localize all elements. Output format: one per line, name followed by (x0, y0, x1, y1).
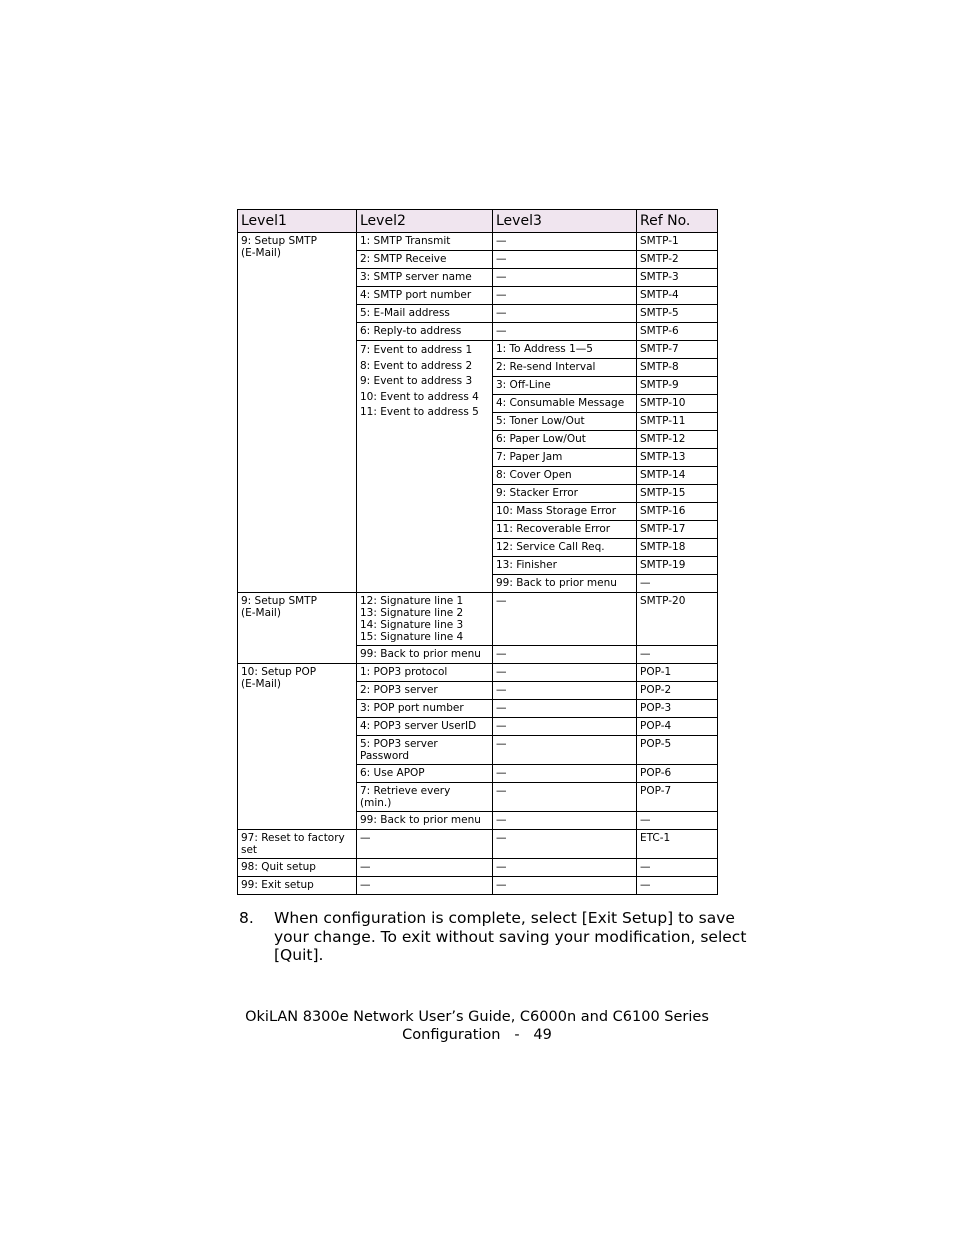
level3-cell: 12: Service Call Req. (493, 539, 637, 557)
ref-cell: — (637, 646, 718, 664)
level2-cell: 1: POP3 protocol (357, 664, 493, 682)
level3-cell: — (493, 664, 637, 682)
ref-cell: POP-1 (637, 664, 718, 682)
ref-cell: SMTP-15 (637, 485, 718, 503)
level2-cell: 7: Event to address 1 8: Event to address 2 9: Event to address 3 10: Event to address 4 11: Event to address 5 (357, 341, 493, 593)
level2-cell: 2: POP3 server (357, 682, 493, 700)
level3-cell: 9: Stacker Error (493, 485, 637, 503)
level3-cell: 5: Toner Low/Out (493, 413, 637, 431)
level2-cell: 12: Signature line 1 13: Signature line 2 14: Signature line 3 15: Signature line 4 (357, 593, 493, 646)
level2-cell: 6: Use APOP (357, 765, 493, 783)
level3-cell: — (493, 812, 637, 830)
level1-cell: 9: Setup SMTP (E-Mail) (238, 593, 357, 664)
level2-cell: 5: E-Mail address (357, 305, 493, 323)
ref-cell: POP-2 (637, 682, 718, 700)
ref-cell: — (637, 812, 718, 830)
level1-cell: 97: Reset to factory set (238, 830, 357, 859)
level2-cell: — (357, 830, 493, 859)
level3-cell: — (493, 718, 637, 736)
level3-cell: — (493, 859, 637, 877)
ref-cell: POP-4 (637, 718, 718, 736)
ref-cell: SMTP-18 (637, 539, 718, 557)
ref-cell: SMTP-10 (637, 395, 718, 413)
ref-cell: SMTP-3 (637, 269, 718, 287)
level3-cell: 4: Consumable Message (493, 395, 637, 413)
ref-cell: SMTP-9 (637, 377, 718, 395)
table-row (238, 593, 718, 646)
level3-cell: 6: Paper Low/Out (493, 431, 637, 449)
level3-cell: 7: Paper Jam (493, 449, 637, 467)
level3-cell: — (493, 593, 637, 646)
level3-cell: 3: Off-Line (493, 377, 637, 395)
ref-cell: SMTP-1 (637, 233, 718, 251)
ref-cell: SMTP-5 (637, 305, 718, 323)
level3-cell: — (493, 830, 637, 859)
level1-cell: 98: Quit setup (238, 859, 357, 877)
level3-cell: — (493, 765, 637, 783)
level3-cell: — (493, 287, 637, 305)
table-row (238, 233, 718, 251)
header-level1: Level1 (238, 210, 357, 233)
level3-cell: — (493, 783, 637, 812)
ref-cell: SMTP-17 (637, 521, 718, 539)
level2-cell: — (357, 859, 493, 877)
ref-cell: POP-5 (637, 736, 718, 765)
level2-cell: 3: POP port number (357, 700, 493, 718)
level3-cell: — (493, 736, 637, 765)
level3-cell: — (493, 700, 637, 718)
level2-cell: 4: POP3 server UserID (357, 718, 493, 736)
level3-cell: — (493, 269, 637, 287)
ref-cell: — (637, 877, 718, 895)
level3-cell: 10: Mass Storage Error (493, 503, 637, 521)
ref-cell: — (637, 575, 718, 593)
footer-title: OkiLAN 8300e Network User’s Guide, C6000n and C6100 Series (245, 1009, 709, 1025)
level2-cell: 5: POP3 server Password (357, 736, 493, 765)
footer-page: Configuration - 49 (402, 1027, 552, 1043)
ref-cell: SMTP-8 (637, 359, 718, 377)
ref-cell: SMTP-12 (637, 431, 718, 449)
level3-cell: 13: Finisher (493, 557, 637, 575)
table-header-row (238, 210, 718, 233)
level2-cell: 99: Back to prior menu (357, 812, 493, 830)
level3-cell: — (493, 646, 637, 664)
level3-cell: — (493, 323, 637, 341)
menu-table (237, 209, 718, 895)
ref-cell: SMTP-14 (637, 467, 718, 485)
level2-cell: 6: Reply-to address (357, 323, 493, 341)
ref-cell: SMTP-13 (637, 449, 718, 467)
level1-cell: 9: Setup SMTP (E-Mail) (238, 233, 357, 593)
ref-cell: — (637, 859, 718, 877)
level3-cell: — (493, 233, 637, 251)
level2-cell: 1: SMTP Transmit (357, 233, 493, 251)
ref-cell: SMTP-16 (637, 503, 718, 521)
ref-cell: SMTP-2 (637, 251, 718, 269)
table-row (238, 859, 718, 877)
table-row (238, 877, 718, 895)
level3-cell: 11: Recoverable Error (493, 521, 637, 539)
table-row (238, 830, 718, 859)
header-ref-no: Ref No. (637, 210, 718, 233)
level3-cell: — (493, 682, 637, 700)
ref-cell: SMTP-19 (637, 557, 718, 575)
level2-cell: 2: SMTP Receive (357, 251, 493, 269)
ref-cell: SMTP-20 (637, 593, 718, 646)
level2-cell: 3: SMTP server name (357, 269, 493, 287)
header-level2: Level2 (357, 210, 493, 233)
ref-cell: POP-7 (637, 783, 718, 812)
level1-cell: 99: Exit setup (238, 877, 357, 895)
level3-cell: 8: Cover Open (493, 467, 637, 485)
level1-cell: 10: Setup POP (E-Mail) (238, 664, 357, 830)
ref-cell: SMTP-6 (637, 323, 718, 341)
level3-cell: 99: Back to prior menu (493, 575, 637, 593)
ref-cell: SMTP-4 (637, 287, 718, 305)
level3-cell: 2: Re-send Interval (493, 359, 637, 377)
header-level3: Level3 (493, 210, 637, 233)
level3-cell: 1: To Address 1—5 (493, 341, 637, 359)
ref-cell: SMTP-7 (637, 341, 718, 359)
ref-cell: POP-3 (637, 700, 718, 718)
step-number: 8. (239, 909, 254, 927)
level2-cell: 99: Back to prior menu (357, 646, 493, 664)
level3-cell: — (493, 251, 637, 269)
step-text: When configuration is complete, select [Exit Setup] to save your change. To exit without saving your modification, select [Quit]. (274, 909, 747, 964)
level2-cell: 7: Retrieve every (min.) (357, 783, 493, 812)
level3-cell: — (493, 305, 637, 323)
level3-cell: — (493, 877, 637, 895)
level2-cell: 4: SMTP port number (357, 287, 493, 305)
table-row (238, 664, 718, 682)
level2-cell: — (357, 877, 493, 895)
ref-cell: ETC-1 (637, 830, 718, 859)
ref-cell: POP-6 (637, 765, 718, 783)
ref-cell: SMTP-11 (637, 413, 718, 431)
